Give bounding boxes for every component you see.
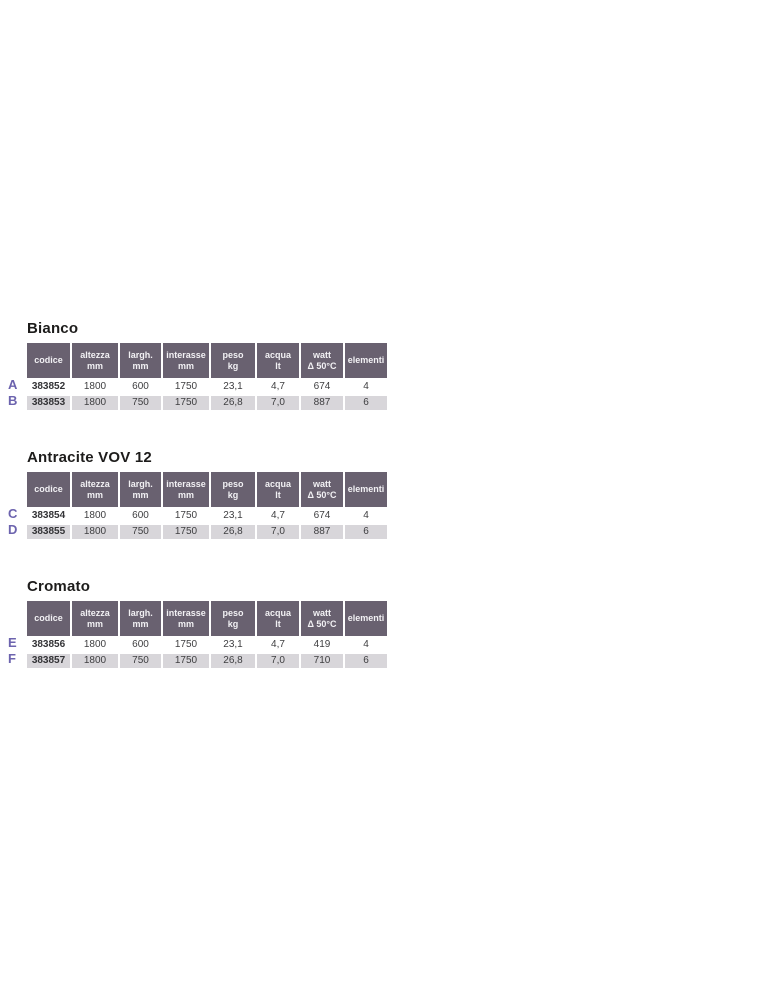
cell-altezza: 1800 [72,638,118,652]
header-line: interasse [166,478,206,489]
cell-watt: 887 [301,525,343,539]
header-line: altezza [80,607,110,618]
section-bianco [0,321,430,410]
table-title: Antracite VOV 12 [27,449,152,466]
cell-altezza: 1800 [72,525,118,539]
cell-interasse: 1750 [163,654,209,668]
header-line: kg [227,618,239,629]
table-area [8,599,430,670]
col-header-peso [211,601,255,636]
header-line: watt [313,478,331,489]
cell-acqua: 7,0 [257,396,299,410]
table-area [8,341,430,412]
col-header-largh [120,472,161,507]
col-header-largh [120,601,161,636]
table-row [27,380,387,394]
header-line: acqua [264,349,291,360]
header-line: peso [222,478,244,489]
header-line: lt [275,360,281,371]
cell-codice: 383855 [27,525,70,539]
col-header-watt [301,472,343,507]
col-header-altezza [72,343,118,378]
cell-codice: 383856 [27,638,70,652]
header-line: kg [227,489,239,500]
cell-elementi: 4 [345,509,387,523]
table-row [27,525,387,539]
cell-peso: 26,8 [211,396,255,410]
header-line: peso [222,349,244,360]
section-antracite-vov-12 [0,450,430,539]
cell-altezza: 1800 [72,654,118,668]
header-line: acqua [264,478,291,489]
cell-interasse: 1750 [163,509,209,523]
header-line: mm [86,489,103,500]
cell-elementi: 4 [345,638,387,652]
cell-peso: 23,1 [211,638,255,652]
header-line: altezza [80,349,110,360]
cell-codice: 383857 [27,654,70,668]
cell-codice: 383852 [27,380,70,394]
row-label: B [8,393,18,408]
cell-interasse: 1750 [163,525,209,539]
header-line: codice [34,484,63,494]
cell-watt: 710 [301,654,343,668]
cell-largh: 750 [120,396,161,410]
header-row [27,472,387,507]
header-line: elementi [347,355,385,365]
header-line: mm [132,489,149,500]
cell-peso: 26,8 [211,525,255,539]
header-line: interasse [166,349,206,360]
table-title: Bianco [27,320,79,337]
header-line: interasse [166,607,206,618]
col-header-peso [211,343,255,378]
row-label: F [8,651,16,666]
header-line: Δ 50°C [307,360,337,371]
col-header-watt [301,601,343,636]
header-line: Δ 50°C [307,489,337,500]
cell-codice: 383853 [27,396,70,410]
cell-acqua: 4,7 [257,509,299,523]
spec-table [25,341,389,412]
col-header-peso [211,472,255,507]
row-label: D [8,522,18,537]
header-line: codice [34,355,63,365]
header-line: elementi [347,613,385,623]
cell-altezza: 1800 [72,509,118,523]
col-header-elementi [345,472,387,507]
header-line: lt [275,618,281,629]
cell-interasse: 1750 [163,380,209,394]
header-line: peso [222,607,244,618]
table-row [27,396,387,410]
col-header-interasse [163,472,209,507]
header-line: mm [177,360,194,371]
header-line: largh. [128,478,153,489]
row-label: E [8,635,17,650]
cell-largh: 600 [120,638,161,652]
cell-watt: 674 [301,509,343,523]
cell-acqua: 7,0 [257,525,299,539]
header-line: Δ 50°C [307,618,337,629]
cell-acqua: 7,0 [257,654,299,668]
col-header-largh [120,343,161,378]
header-line: codice [34,613,63,623]
col-header-altezza [72,601,118,636]
cell-codice: 383854 [27,509,70,523]
header-line: watt [313,349,331,360]
spec-table [25,599,389,670]
col-header-altezza [72,472,118,507]
col-header-acqua [257,472,299,507]
cell-interasse: 1750 [163,638,209,652]
col-header-acqua [257,343,299,378]
cell-watt: 887 [301,396,343,410]
cell-largh: 600 [120,509,161,523]
cell-peso: 23,1 [211,380,255,394]
cell-elementi: 6 [345,654,387,668]
header-line: mm [132,360,149,371]
header-line: altezza [80,478,110,489]
header-line: mm [86,360,103,371]
row-label: A [8,377,18,392]
cell-elementi: 6 [345,396,387,410]
table-row [27,509,387,523]
header-line: mm [177,618,194,629]
cell-acqua: 4,7 [257,380,299,394]
col-header-interasse [163,343,209,378]
col-header-codice [27,601,70,636]
col-header-elementi [345,343,387,378]
cell-largh: 600 [120,380,161,394]
col-header-codice [27,343,70,378]
section-cromato [0,579,430,668]
cell-largh: 750 [120,525,161,539]
table-row [27,638,387,652]
header-line: kg [227,360,239,371]
cell-peso: 26,8 [211,654,255,668]
header-line: elementi [347,484,385,494]
col-header-watt [301,343,343,378]
header-row [27,601,387,636]
cell-elementi: 6 [345,525,387,539]
cell-peso: 23,1 [211,509,255,523]
col-header-interasse [163,601,209,636]
header-line: acqua [264,607,291,618]
header-line: mm [86,618,103,629]
cell-watt: 674 [301,380,343,394]
header-line: lt [275,489,281,500]
table-row [27,654,387,668]
header-line: mm [132,618,149,629]
col-header-elementi [345,601,387,636]
cell-acqua: 4,7 [257,638,299,652]
cell-interasse: 1750 [163,396,209,410]
header-row [27,343,387,378]
header-line: largh. [128,349,153,360]
header-line: watt [313,607,331,618]
col-header-acqua [257,601,299,636]
table-area [8,470,430,541]
cell-largh: 750 [120,654,161,668]
header-line: mm [177,489,194,500]
cell-altezza: 1800 [72,396,118,410]
cell-altezza: 1800 [72,380,118,394]
cell-elementi: 4 [345,380,387,394]
spec-table [25,470,389,541]
col-header-codice [27,472,70,507]
row-label: C [8,506,18,521]
table-title: Cromato [27,578,91,595]
cell-watt: 419 [301,638,343,652]
header-line: largh. [128,607,153,618]
